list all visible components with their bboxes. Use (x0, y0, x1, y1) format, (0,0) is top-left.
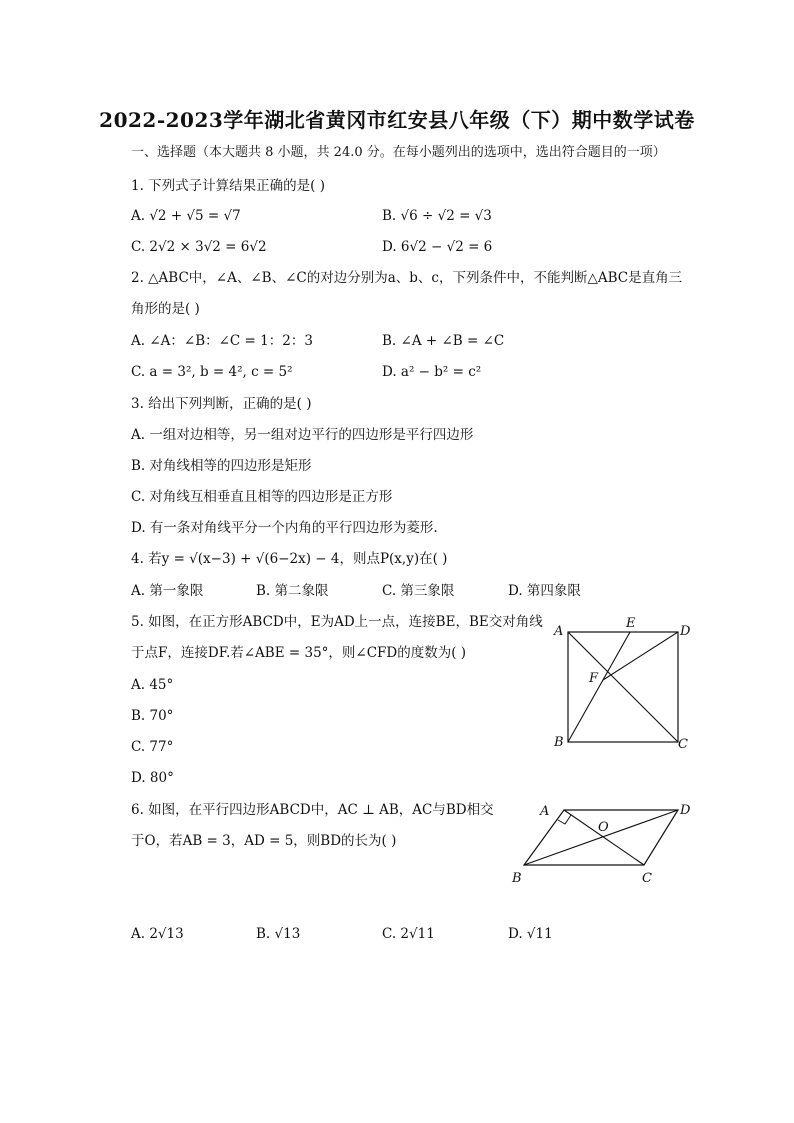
q5-option-b: B. 70° (131, 708, 174, 724)
q4-option-a: A. 第一象限 (131, 583, 204, 599)
q3-option-c: C. 对角线互相垂直且相等的四边形是正方形 (131, 489, 393, 505)
segment-be (568, 632, 630, 742)
q6-option-a: A. 2√13 (131, 926, 184, 942)
label-c: C (642, 871, 652, 886)
label-c: C (678, 737, 688, 752)
q6-option-d: D. √11 (508, 926, 553, 942)
q1-option-d: D. 6√2 − √2 = 6 (382, 239, 493, 255)
label-e: E (626, 616, 636, 631)
q5-option-a: A. 45° (131, 677, 174, 693)
q6-option-c: C. 2√11 (382, 926, 435, 942)
question-4-stem: 4. 若y = √(x−3) + √(6−2x) − 4，则点P(x,y)在( ) (131, 551, 448, 567)
question-2-stem: 2. △ABC中，∠A、∠B、∠C的对边分别为a、b、c，下列条件中，不能判断△ABC是直角三 (131, 270, 683, 286)
section-heading: 一、选择题（本大题共 8 小题，共 24.0 分。在每小题列出的选项中，选出符合题目的一项） (131, 145, 666, 160)
question-5-stem: 5. 如图，在正方形ABCD中，E为AD上一点，连接BE，BE交对角线 (131, 614, 543, 630)
q6-option-b: B. √13 (256, 926, 301, 942)
label-d: D (680, 624, 691, 639)
q1-option-a: A. √2 + √5 = √7 (131, 208, 241, 224)
q2-option-a: A. ∠A：∠B：∠C = 1：2：3 (131, 333, 313, 349)
label-f: F (589, 671, 599, 686)
label-d: D (680, 803, 691, 818)
q5-option-c: C. 77° (131, 739, 174, 755)
q5-option-d: D. 80° (131, 770, 174, 786)
q4-option-d: D. 第四象限 (508, 583, 581, 599)
segment-df (603, 632, 678, 680)
page-title: 2022-2023学年湖北省黄冈市红安县八年级（下）期中数学试卷 (99, 108, 695, 132)
label-b: B (554, 735, 564, 750)
q2-option-b: B. ∠A + ∠B = ∠C (382, 333, 505, 349)
diagonal-ac (568, 632, 678, 742)
diagonal-ac (564, 810, 644, 865)
q3-option-d: D. 有一条对角线平分一个内角的平行四边形为菱形. (131, 520, 438, 536)
q3-option-b: B. 对角线相等的四边形是矩形 (131, 458, 312, 474)
question-6-stem: 6. 如图，在平行四边形ABCD中，AC ⊥ AB，AC与BD相交 (131, 802, 494, 818)
q5-square-figure (548, 614, 700, 754)
q4-option-b: B. 第二象限 (256, 583, 329, 599)
label-a: A (540, 804, 550, 819)
question-3-stem: 3. 给出下列判断，正确的是( ) (131, 396, 312, 412)
q2-option-d: D. a² − b² = c² (382, 364, 482, 380)
q3-option-a: A. 一组对边相等，另一组对边平行的四边形是平行四边形 (131, 427, 474, 443)
label-b: B (512, 871, 522, 886)
q4-option-c: C. 第三象限 (382, 583, 455, 599)
question-2-stem-cont: 角形的是( ) (131, 301, 200, 317)
question-5-stem-cont: 于点F，连接DF.若∠ABE = 35°，则∠CFD的度数为( ) (131, 645, 467, 661)
label-o: O (598, 820, 609, 835)
q2-option-c: C. a = 3², b = 4², c = 5² (131, 364, 293, 380)
q1-option-c: C. 2√2 × 3√2 = 6√2 (131, 239, 267, 255)
q1-option-b: B. √6 ÷ √2 = √3 (382, 208, 492, 224)
question-6-stem-cont: 于O，若AB = 3，AD = 5，则BD的长为( ) (131, 833, 397, 849)
label-a: A (554, 624, 564, 639)
question-1-stem: 1. 下列式子计算结果正确的是( ) (131, 178, 325, 194)
q6-parallelogram-figure (506, 796, 706, 892)
